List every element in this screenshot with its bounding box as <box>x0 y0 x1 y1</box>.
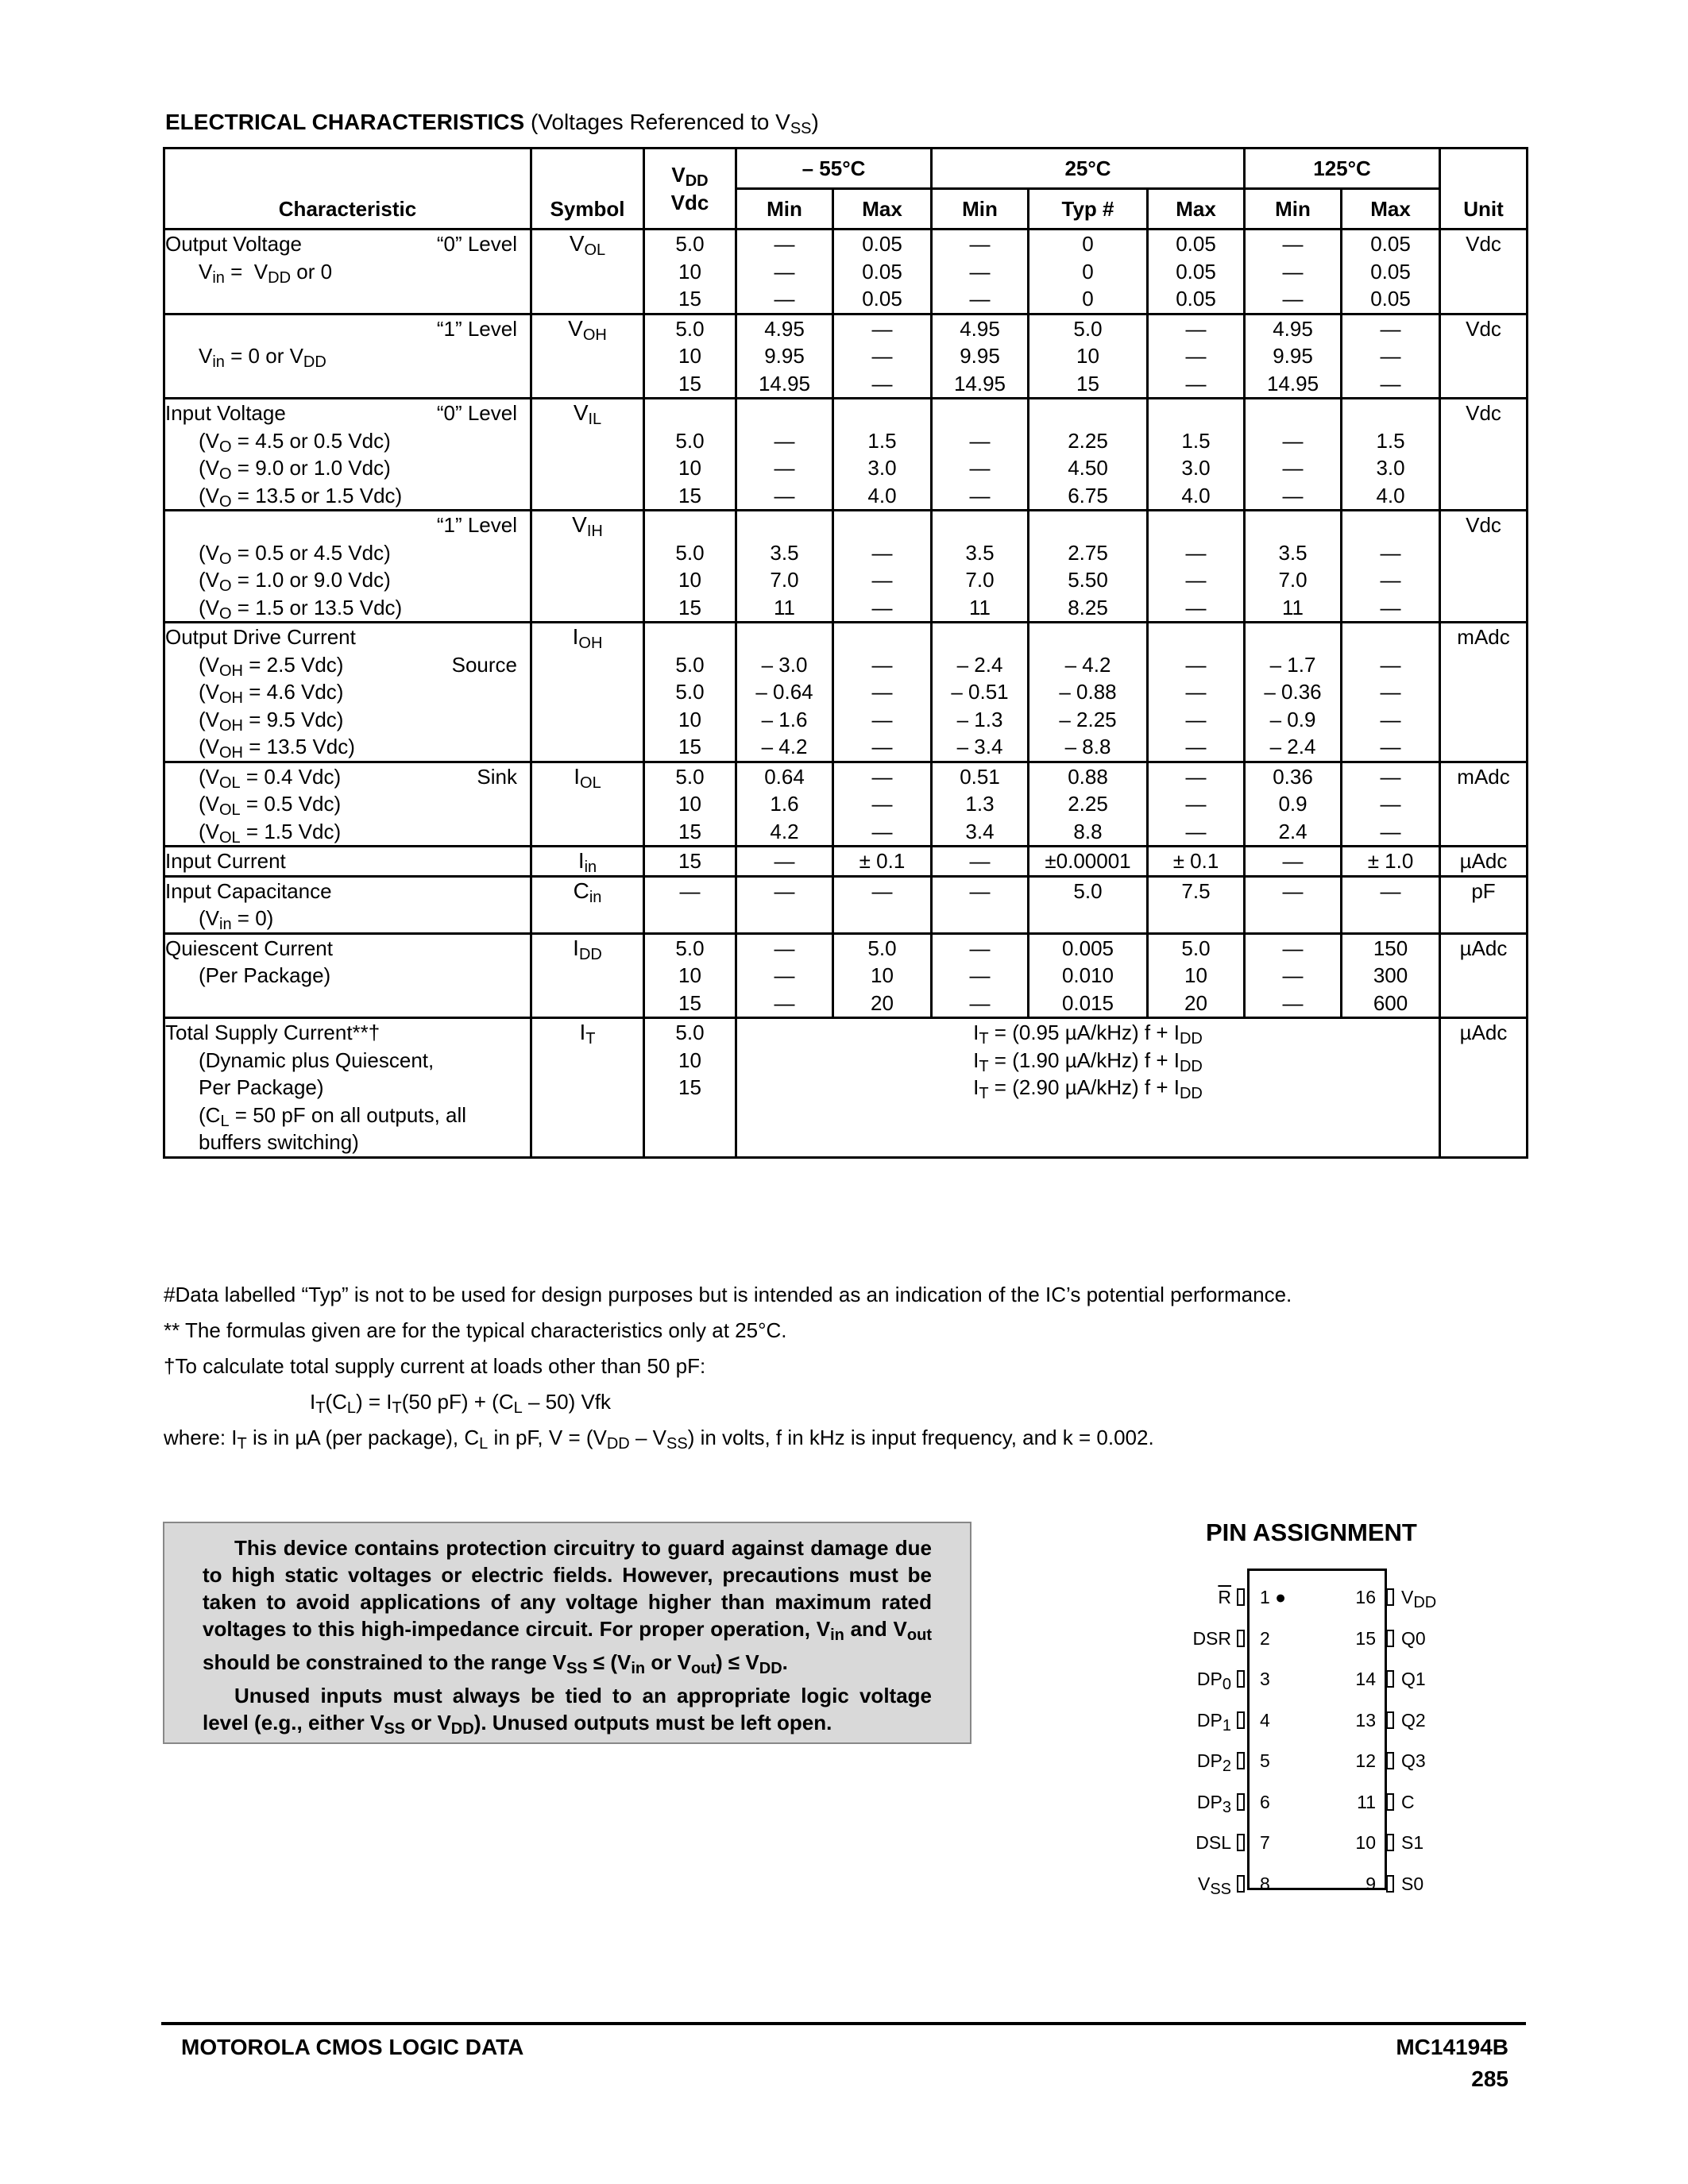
col-temp-125: 125°C <box>1245 149 1440 189</box>
col-temp-25: 25°C <box>932 149 1245 189</box>
pin-name-left: DSR <box>1192 1627 1231 1649</box>
electrical-characteristics-table <box>163 147 1528 1159</box>
col-vdd: $V_{DD}$ Vdc <box>644 149 736 230</box>
pin-lead <box>1386 1588 1394 1606</box>
footer-part: MC14194B <box>1396 2035 1508 2059</box>
pin-lead <box>1386 1670 1394 1688</box>
table-row: Input Voltage “0” Level ($V_O = 4.5$ or 0.5 Vdc) ($V_O = 9.0$ or 1.0 Vdc) ($V_O = 13.5$ or 1.5 Vdc) $V_{IL}$ 5.0 10 15 — — — 1.5 3.0 4.0 — — — 2.25 4.50 6.75 1.5 3.0 4.0 — — — 1.5 3.0 4.0 Vdc <box>164 399 1528 511</box>
footnote-dagger: †To calculate total supply current at loads other than 50 pF: <box>164 1354 706 1378</box>
table-row: Output Voltage “0” Level $V_{in} = V_{DD}$ or 0 $V_{OL}$ 5.0 10 15 — — — 0.05 0.05 0.05 — — — 0 0 0 0.05 0.05 0.05 — — — 0.05 0.05 0.05 Vdc <box>164 230 1528 314</box>
pin-name-right: Q0 <box>1401 1627 1426 1649</box>
pin-number: 10 <box>1355 1832 1376 1853</box>
table-row: Output Drive Current ($V_{OH} = 2.5$ Vdc) Source ($V_{OH} = 4.6$ Vdc) ($V_{OH} = 9.5$ Vdc) ($V_{OH} = 13.5$ Vdc) $I_{OH}$ 5.0 5.0 10 15 – 3.0 – 0.64 – 1.6 – 4.2 — — — — – 2.4 – 0.51 – 1.3 – 3.4 – 4.2 – 0.88 – 2.25 – 8.8 — — — — – 1.7 – 0.36 – 0.9 – 2.4 — — — — mAdc <box>164 623 1528 762</box>
pin-lead <box>1237 1752 1245 1769</box>
header-row-2: Min Max Min Typ # Max Min Max <box>164 189 1528 230</box>
pin-lead <box>1386 1752 1394 1769</box>
pin-name-left: $\overline{R}$ <box>1218 1587 1231 1607</box>
pin-number: 4 <box>1260 1709 1270 1731</box>
pin-number: 13 <box>1355 1709 1376 1731</box>
table-row: Quiescent Current (Per Package) $I_{DD}$ 5.0 10 15 — — — 5.0 10 20 — — — 0.005 0.010 0.015 5.0 10 20 — — — 150 300 600 µAdc <box>164 933 1528 1018</box>
pin-number: 16 <box>1355 1587 1376 1607</box>
pin-number: 14 <box>1355 1669 1376 1689</box>
footer-left: MOTOROLA CMOS LOGIC DATA <box>181 2035 524 2059</box>
pin-lead <box>1237 1588 1245 1606</box>
pin-name-right: Q3 <box>1401 1750 1426 1771</box>
pin-lead <box>1237 1711 1245 1729</box>
pin-name-left: DP1 <box>1196 1709 1231 1734</box>
pin-lead <box>1237 1670 1245 1688</box>
pin-name-right: Q2 <box>1401 1709 1426 1731</box>
pin-name-left: DSL <box>1196 1832 1231 1853</box>
table-row: Input Current $I_{in}$ 15 — ± 0.1 — ±0.00001 ± 0.1 — ± 1.0 µAdc <box>164 847 1528 877</box>
pin-number: 15 <box>1355 1627 1376 1649</box>
footnote-equation: $I_T(C_L) = I_T(50$ $pF) + (C_L - 50)$ Vfk <box>310 1390 612 1417</box>
col-symbol: Symbol <box>531 149 644 230</box>
pin-number: 1 ● <box>1260 1587 1287 1607</box>
pin-number: 5 <box>1260 1750 1270 1771</box>
table-row: “1” Level ($V_O = 0.5$ or 4.5 Vdc) ($V_O = 1.0$ or 9.0 Vdc) ($V_O = 1.5$ or 13.5 Vdc) $V_{IH}$ 5.0 10 15 3.5 7.0 11 — — — 3.5 7.0 11 2.75 5.50 8.25 — — — 3.5 7.0 11 — — — Vdc <box>164 511 1528 623</box>
esd-warning-box: This device contains protection circuitry to guard against damage due to high static voltages or electric fields. However, precautions must be taken to avoid applications of any voltage higher than maximum rated voltages to this high-impedance circuit. For proper operation, $V_{in}$ and $V_{out}$ should be constrained to the range $V_{SS} \le (V_{in}$ or $V_{out}) \le V_{DD}$. Unused inputs must always be tied to an appropriate logic voltage level (e.g., either $V_{SS}$ or $V_{DD}$). Unused outputs must be left open. <box>163 1522 971 1744</box>
pin-name-right: S1 <box>1401 1832 1424 1853</box>
pin-lead <box>1386 1834 1394 1851</box>
pin-name-left: VSS <box>1197 1873 1231 1898</box>
pin-lead <box>1237 1630 1245 1647</box>
pin-name-right: VDD <box>1401 1587 1437 1611</box>
pin-lead <box>1386 1875 1394 1893</box>
pin-name-left: DP3 <box>1196 1791 1231 1816</box>
pin-number: 12 <box>1355 1750 1376 1771</box>
table-row: “1” Level $V_{in} = 0$ or $V_{DD}$ $V_{OH}$ 5.0 10 15 4.95 9.95 14.95 — — — 4.95 9.95 14.95 5.0 10 15 — — — 4.95 9.95 14.95 — — — Vdc <box>164 314 1528 399</box>
pin-number: 3 <box>1260 1669 1270 1689</box>
footnote-where: where: $I_T$ is in µA (per package), $C_L$ in pF, $V = (V_{DD} - V_{SS})$ in volts, f in kHz is input frequency, and k = 0.002. <box>164 1426 1154 1453</box>
pin-name-right: S0 <box>1401 1873 1424 1894</box>
pin-lead <box>1386 1711 1394 1729</box>
footer-rule <box>161 2022 1526 2025</box>
pin-assignment-title: PIN ASSIGNMENT <box>1206 1518 1417 1546</box>
table-row: ($V_{OL} = 0.4$ Vdc) Sink ($V_{OL} = 0.5$ Vdc) ($V_{OL} = 1.5$ Vdc) $I_{OL}$ 5.0 10 15 0.64 1.6 4.2 — — — 0.51 1.3 3.4 0.88 2.25 8.8 — — — 0.36 0.9 2.4 — — — mAdc <box>164 762 1528 847</box>
col-characteristic: Characteristic <box>164 149 531 230</box>
col-temp-minus55: – 55°C <box>736 149 932 189</box>
table-row: Total Supply Current**† (Dynamic plus Quiescent, Per Package) ($C_L = 50$ pF on all outputs, all buffers switching) $I_T$ 5.0 10 15 $I_T = (0.95$ µA/kHz) $f + I_{DD}$ $I_T = (1.90$ µA/kHz) $f + I_{DD}$ $I_T = (2.90$ µA/kHz) $f + I_{DD}$ µAdc <box>164 1018 1528 1158</box>
footer-page: 285 <box>1471 2066 1508 2091</box>
pin-number: 9 <box>1365 1873 1376 1894</box>
footnote-typ: #Data labelled “Typ” is not to be used for design purposes but is intended as an indication of the IC’s potential performance. <box>164 1283 1292 1306</box>
header-row-1 <box>164 149 1528 189</box>
pin-lead <box>1386 1630 1394 1647</box>
pin-number: 2 <box>1260 1627 1270 1649</box>
pin-lead <box>1386 1793 1394 1811</box>
pin-name-right: Q1 <box>1401 1669 1426 1689</box>
pin-number: 6 <box>1260 1791 1270 1812</box>
pin-number: 7 <box>1260 1832 1270 1853</box>
pin-number: 8 <box>1260 1873 1270 1894</box>
pin-name-left: DP0 <box>1196 1669 1231 1693</box>
col-unit: Unit <box>1440 149 1528 230</box>
pin-number: 11 <box>1357 1791 1376 1812</box>
pin-lead <box>1237 1793 1245 1811</box>
pin-name-right: C <box>1401 1791 1415 1812</box>
pin-name-left: DP2 <box>1196 1750 1231 1775</box>
footnote-formulas: ** The formulas given are for the typical characteristics only at 25°C. <box>164 1318 787 1342</box>
section-title: ELECTRICAL CHARACTERISTICS (Voltages Referenced to $V_{SS}$) <box>165 110 819 137</box>
pin-lead <box>1237 1834 1245 1851</box>
pin-lead <box>1237 1875 1245 1893</box>
table-row: Input Capacitance $(V_{in} = 0)$ $C_{in}$ — — — — 5.0 7.5 — — pF <box>164 876 1528 933</box>
